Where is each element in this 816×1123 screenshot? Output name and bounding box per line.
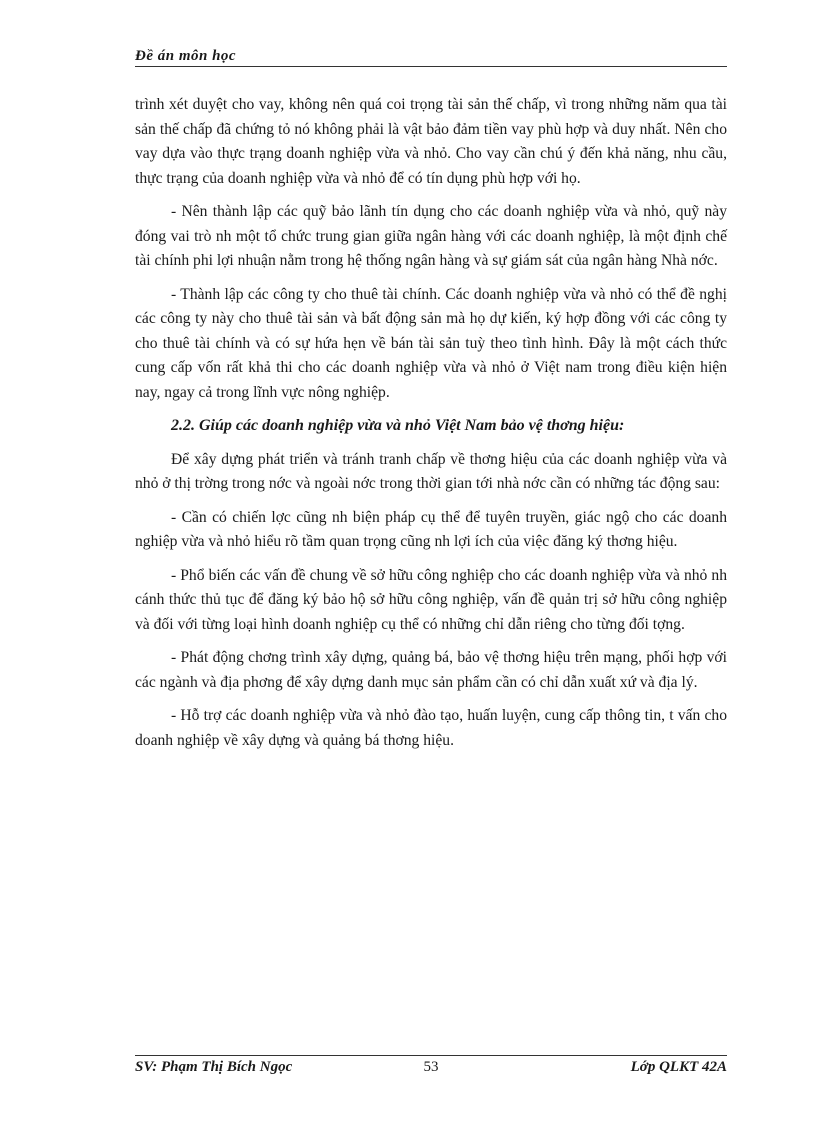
- paragraph-brand-program: - Phát động chơng trình xây dựng, quảng bá, bảo vệ thơng hiệu trên mạng, phối hợp với các ngành và địa phơng để xây dựng danh mục sản phẩm cần có chỉ dẫn xuất xứ và địa lý.: [135, 649, 727, 691]
- page-number: 53: [423, 1059, 439, 1075]
- footer-author: SV: Phạm Thị Bích Ngọc: [135, 1059, 293, 1075]
- paragraph-ip-dissemination: - Phổ biến các vấn đề chung về sở hữu công nghiệp cho các doanh nghiệp vừa và nhỏ nh cánh thức thủ tục để đăng ký bảo hộ sở hữu công nghiệp, vấn đề quản trị sở hữu công nghiệp và đối với từng loại hình doanh nghiệp cụ thể có những chỉ dẫn riêng cho từng đối tợng.: [135, 566, 727, 633]
- page-footer: [135, 1055, 727, 1080]
- paragraph-leasing-companies: - Thành lập các công ty cho thuê tài chính. Các doanh nghiệp vừa và nhỏ có thể đề nghị các công ty này cho thuê tài sản và bất động sản mà họ dự kiến, ký hợp đồng với các công ty cho thuê tài chính và có sự hứa hẹn về bán tài sản tuỳ theo tình hình. Đây là một cách thức cung cấp vốn rất khả thi cho các doanh nghiệp vừa và nhỏ ở Việt nam trong điều kiện hiện nay, ngay cả trong lĩnh vực nông nghiệp.: [135, 285, 727, 401]
- paragraph-brand-intro: Để xây dựng phát triển và tránh tranh chấp về thơng hiệu của các doanh nghiệp vừa và nhỏ ở thị trờng trong nớc và ngoài nớc trong thời gian tới nhà nớc cần có những tác động sau:: [135, 450, 727, 492]
- document-body: [135, 93, 727, 762]
- paragraph-guarantee-fund: - Nên thành lập các quỹ bảo lãnh tín dụng cho các doanh nghiệp vừa và nhỏ, quỹ này đóng vai trò nh một tổ chức trung gian giữa ngân hàng với các doanh nghiệp, là một định chế tài chính phi lợi nhuận nằm trong hệ thống ngân hàng và sự giám sát của ngân hàng Nhà nớc.: [135, 203, 727, 269]
- page-header: [135, 46, 727, 67]
- paragraph-support: - Hỗ trợ các doanh nghiệp vừa và nhỏ đào tạo, huấn luyện, cung cấp thông tin, t vấn cho doanh nghiệp về xây dựng và quảng bá thơng hiệu.: [135, 707, 727, 749]
- section-heading: 2.2. Giúp các doanh nghiệp vừa và nhỏ Việt Nam bảo vệ thơng hiệu:: [171, 417, 625, 434]
- paragraph-strategy: - Cần có chiến lợc cũng nh biện pháp cụ thể để tuyên truyền, giác ngộ cho các doanh nghiệp vừa và nhỏ hiểu rõ tầm quan trọng cũng nh lợi ích của việc đăng ký thơng hiệu.: [135, 508, 727, 550]
- footer-class: Lớp QLKT 42A: [630, 1059, 727, 1075]
- header-title: Đề án môn học: [135, 48, 237, 64]
- paragraph-continuation: trình xét duyệt cho vay, không nên quá coi trọng tài sản thế chấp, vì trong những năm qua tài sản thế chấp đã chứng tỏ nó không phải là vật bảo đảm tiền vay phù hợp và duy nhất. Nên cho vay dựa vào thực trạng doanh nghiệp vừa và nhỏ. Cho vay cần chú ý đến khả năng, nhu cầu, thực trạng của doanh nghiệp vừa và nhỏ để có tín dụng phù hợp với họ.: [135, 96, 727, 187]
